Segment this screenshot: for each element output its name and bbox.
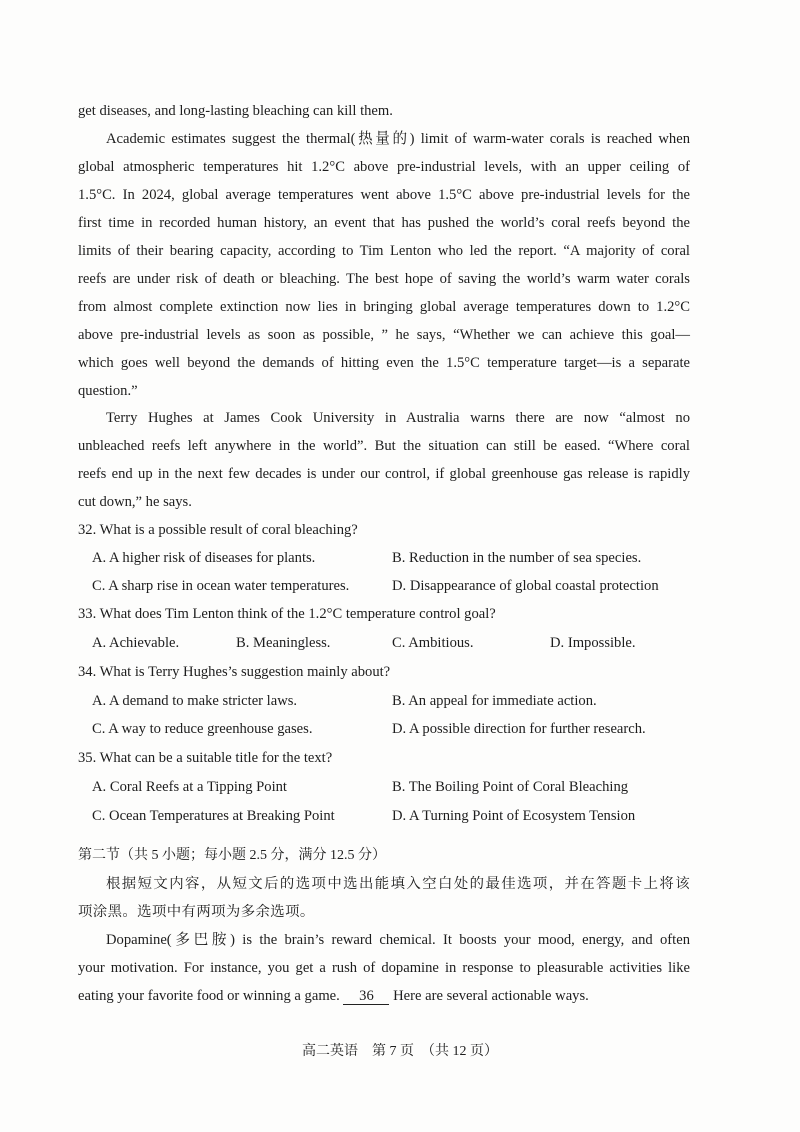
option-b[interactable]: B. Reduction in the number of sea species. [392,550,642,566]
option-a[interactable]: A. Coral Reefs at a Tipping Point [92,779,287,795]
passage-line: from almost complete extinction now lies in bringing global average temperatures down to 1.2°C [78,299,690,315]
cloze-paragraph-line [78,986,690,1006]
section-instruction: 项涂黑。选项中有两项为多余选项。 [78,904,315,920]
passage-line: cut down,” he says. [78,494,192,510]
option-c[interactable]: C. Ocean Temperatures at Breaking Point [92,808,335,824]
passage-line: limits of their bearing capacity, according to Tim Lenton who led the report. “A majority of coral [78,243,690,259]
passage-line: above pre-industrial levels as soon as possible, ” he says, “Whether we can achieve this goal— [78,327,690,343]
page-footer: 高二英语 第 7 页 （共 12 页） [302,1044,498,1059]
cloze-blank: 36 [343,988,389,1005]
cloze-paragraph-line: your motivation. For instance, you get a rush of dopamine in response to pleasurable activities like [78,960,690,976]
option-a[interactable]: A. A demand to make stricter laws. [92,693,298,709]
cloze-text: Here are several actionable ways. [393,988,589,1004]
passage-line: Academic estimates suggest the thermal(热量的) limit of warm-water corals is reached when [106,131,690,147]
passage-line: 1.5°C. In 2024, global average temperatures went above 1.5°C above pre-industrial levels for the [78,187,690,203]
passage-line: reefs end up in the next few decades is under our control, if global greenhouse gas release is rapidly [78,466,690,482]
cloze-text: eating your favorite food or winning a game. [78,988,340,1004]
question-stem: 35. What can be a suitable title for the text? [78,750,333,766]
passage-line: first time in recorded human history, an event that has pushed the world’s coral reefs beyond the [78,215,690,231]
option-a[interactable]: A. Achievable. [92,635,180,651]
option-b[interactable]: B. Meaningless. [236,635,331,651]
option-c[interactable]: C. A sharp rise in ocean water temperatures. [92,578,350,594]
section-instruction: 根据短文内容，从短文后的选项中选出能填入空白处的最佳选项，并在答题卡上将该 [106,876,690,892]
option-c[interactable]: C. A way to reduce greenhouse gases. [92,721,313,737]
option-a[interactable]: A. A higher risk of diseases for plants. [92,550,316,566]
section-heading: 第二节（共 5 小题；每小题 2.5 分，满分 12.5 分） [78,848,386,863]
passage-line: reefs are under risk of death or bleaching. The best hope of saving the world’s warm water corals [78,271,690,287]
option-b[interactable]: B. The Boiling Point of Coral Bleaching [392,779,629,795]
question-stem: 33. What does Tim Lenton think of the 1.2°C temperature control goal? [78,606,496,622]
cloze-paragraph-line: Dopamine(多巴胺) is the brain’s reward chemical. It boosts your mood, energy, and often [106,932,690,948]
passage-line: Terry Hughes at James Cook University in Australia warns there are now “almost no [106,410,690,426]
option-d[interactable]: D. Impossible. [550,635,636,651]
option-d[interactable]: D. Disappearance of global coastal protection [392,578,659,594]
passage-line: get diseases, and long-lasting bleaching can kill them. [78,103,393,119]
option-d[interactable]: D. A possible direction for further research. [392,721,646,737]
option-d[interactable]: D. A Turning Point of Ecosystem Tension [392,808,636,824]
passage-line: global atmospheric temperatures hit 1.2°C above pre-industrial levels, with an upper ceiling of [78,159,690,175]
passage-line: unbleached reefs left anywhere in the world”. But the situation can still be eased. “Where coral [78,438,690,454]
question-stem: 32. What is a possible result of coral bleaching? [78,522,358,538]
passage-line: which goes well beyond the demands of hitting even the 1.5°C temperature target—is a separate [78,355,690,371]
option-b[interactable]: B. An appeal for immediate action. [392,693,597,709]
passage-line: question.” [78,383,138,399]
option-c[interactable]: C. Ambitious. [392,635,474,651]
question-stem: 34. What is Terry Hughes’s suggestion mainly about? [78,664,391,680]
